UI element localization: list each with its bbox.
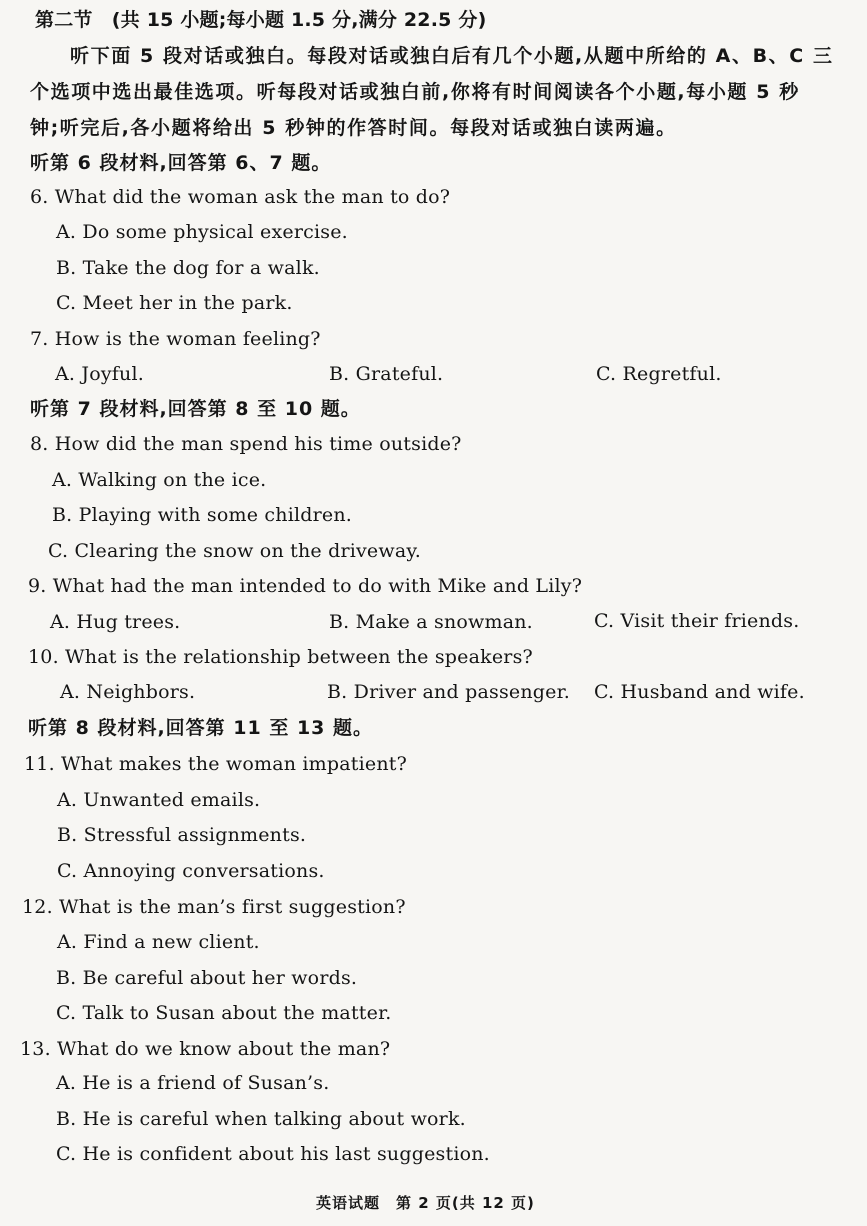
question-11-option-c[interactable]: C. Annoying conversations.	[57, 860, 325, 882]
question-12-option-c[interactable]: C. Talk to Susan about the matter.	[56, 1002, 392, 1024]
question-9-stem: 9. What had the man intended to do with Mike and Lily?	[28, 575, 583, 597]
instruction-line-1: 听下面 5 段对话或独白。每段对话或独白后有几个小题,从题中所给的 A、B、C 三	[70, 45, 834, 67]
question-6-option-c[interactable]: C. Meet her in the park.	[56, 292, 293, 314]
question-11-stem: 11. What makes the woman impatient?	[24, 753, 407, 775]
question-7-option-a[interactable]: A. Joyful.	[55, 363, 144, 385]
question-11-option-a[interactable]: A. Unwanted emails.	[57, 789, 261, 811]
question-10-option-a[interactable]: A. Neighbors.	[60, 681, 196, 703]
question-11-option-b[interactable]: B. Stressful assignments.	[57, 824, 307, 846]
question-13-option-c[interactable]: C. He is confident about his last suggestion.	[56, 1143, 490, 1165]
group-heading-8-10: 听第 7 段材料,回答第 8 至 10 题。	[30, 398, 361, 420]
question-10-option-c[interactable]: C. Husband and wife.	[594, 681, 805, 703]
question-13-stem: 13. What do we know about the man?	[20, 1038, 391, 1060]
question-13-option-a[interactable]: A. He is a friend of Susan’s.	[56, 1072, 330, 1094]
question-8-stem: 8. How did the man spend his time outside?	[30, 433, 462, 455]
question-12-option-b[interactable]: B. Be careful about her words.	[56, 967, 358, 989]
question-7-option-c[interactable]: C. Regretful.	[596, 363, 722, 385]
question-6-stem: 6. What did the woman ask the man to do?	[30, 186, 451, 208]
group-heading-6-7: 听第 6 段材料,回答第 6、7 题。	[30, 152, 332, 174]
question-9-option-b[interactable]: B. Make a snowman.	[329, 611, 533, 633]
instruction-line-2: 个选项中选出最佳选项。听每段对话或独白前,你将有时间阅读各个小题,每小题 5 秒	[30, 81, 800, 103]
group-heading-11-13: 听第 8 段材料,回答第 11 至 13 题。	[28, 717, 374, 739]
question-10-stem: 10. What is the relationship between the speakers?	[28, 646, 533, 668]
question-6-option-a[interactable]: A. Do some physical exercise.	[56, 221, 348, 243]
question-12-option-a[interactable]: A. Find a new client.	[57, 931, 260, 953]
page-footer: 英语试题 第 2 页(共 12 页)	[316, 1194, 535, 1212]
question-7-option-b[interactable]: B. Grateful.	[329, 363, 444, 385]
question-8-option-b[interactable]: B. Playing with some children.	[52, 504, 353, 526]
question-6-option-b[interactable]: B. Take the dog for a walk.	[56, 257, 320, 279]
question-10-option-b[interactable]: B. Driver and passenger.	[327, 681, 571, 703]
question-9-option-c[interactable]: C. Visit their friends.	[594, 610, 800, 632]
question-12-stem: 12. What is the man’s first suggestion?	[22, 896, 406, 918]
question-8-option-c[interactable]: C. Clearing the snow on the driveway.	[48, 540, 422, 562]
question-7-stem: 7. How is the woman feeling?	[30, 328, 321, 350]
question-9-option-a[interactable]: A. Hug trees.	[50, 611, 181, 633]
instruction-line-3: 钟;听完后,各小题将给出 5 秒钟的作答时间。每段对话或独白读两遍。	[30, 117, 677, 139]
question-8-option-a[interactable]: A. Walking on the ice.	[52, 469, 267, 491]
question-13-option-b[interactable]: B. He is careful when talking about work.	[56, 1108, 466, 1130]
section-header: 第二节 (共 15 小题;每小题 1.5 分,满分 22.5 分)	[35, 9, 487, 31]
